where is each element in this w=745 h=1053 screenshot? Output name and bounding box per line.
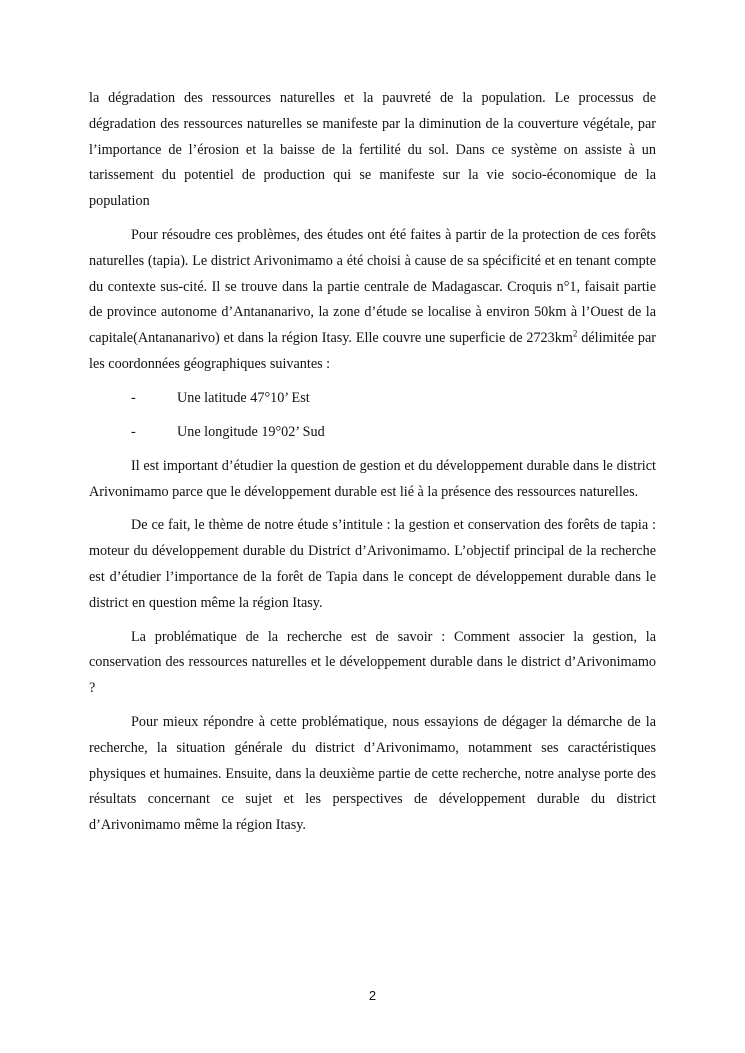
- paragraph-study-area-text: Pour résoudre ces problèmes, des études ont été faites à partir de la protection de ces forêts naturelles (tapia). Le district Arivonimamo a été choisi à cause de sa spécificité et en tenant compte du contexte sus-cité. Il se trouve dans la partie centrale de Madagascar. Croquis n°1, faisait partie de province autonome d’Antananarivo, la zone d’étude se localise à environ 50km à l’Ouest de la capitale(Antananarivo) et dans la région Itasy. Elle couvre une superficie de 2723km: [89, 226, 656, 347]
- paragraph-problematique: La problématique de la recherche est de savoir : Comment associer la gestion, la conservation des ressources naturelles et le développement durable dans le district d’Arivonimamo ?: [89, 628, 656, 697]
- paragraph-study-area: [89, 223, 656, 378]
- page-body: [89, 86, 656, 839]
- paragraph-study-area-end: délimitée par les coordonnées géographiques suivantes :: [89, 330, 656, 372]
- bullet-text: Une latitude 47°10’ Est: [177, 389, 310, 406]
- bullet-marker: -: [131, 389, 136, 406]
- paragraph-theme: De ce fait, le thème de notre étude s’intitule : la gestion et conservation des forêts de tapia : moteur du développement durable du District d’Arivonimamo. L’objectif principal de la recherche est d’étudier l’importance de la forêt de Tapia dans le concept de développement durable dans le district en question même la région Itasy.: [89, 517, 656, 611]
- paragraph-approach: Pour mieux répondre à cette problématique, nous essayions de dégager la démarche de la recherche, la situation générale du district d’Arivonimamo, notamment ses caractéristiques physiques et humaines. Ensuite, dans la deuxième partie de cette recherche, notre analyse porte des résultats concernant ce sujet et les perspectives de développement durable du district d’Arivonimamo même la région Itasy.: [89, 713, 656, 834]
- paragraph-importance: Il est important d’étudier la question de gestion et du développement durable dans le district Arivonimamo parce que le développement durable est lié à la présence des ressources naturelles.: [89, 457, 656, 500]
- page-number: 2: [368, 988, 377, 1003]
- superscript-squared: 2: [572, 328, 578, 339]
- bullet-marker: -: [131, 423, 136, 440]
- bullet-text: Une longitude 19°02’ Sud: [177, 423, 325, 440]
- bullet-longitude: [89, 420, 656, 446]
- paragraph-intro-continuation: la dégradation des ressources naturelles et la pauvreté de la population. Le processus de dégradation des ressources naturelles se manifeste par la diminution de la couverture végétale, par l’importance de l’érosion et la baisse de la fertilité du sol. Dans ce système on assiste à un tarissement du potentiel de production qui se manifeste sur la vie socio-économique de la population: [89, 90, 656, 210]
- bullet-latitude: [89, 386, 656, 412]
